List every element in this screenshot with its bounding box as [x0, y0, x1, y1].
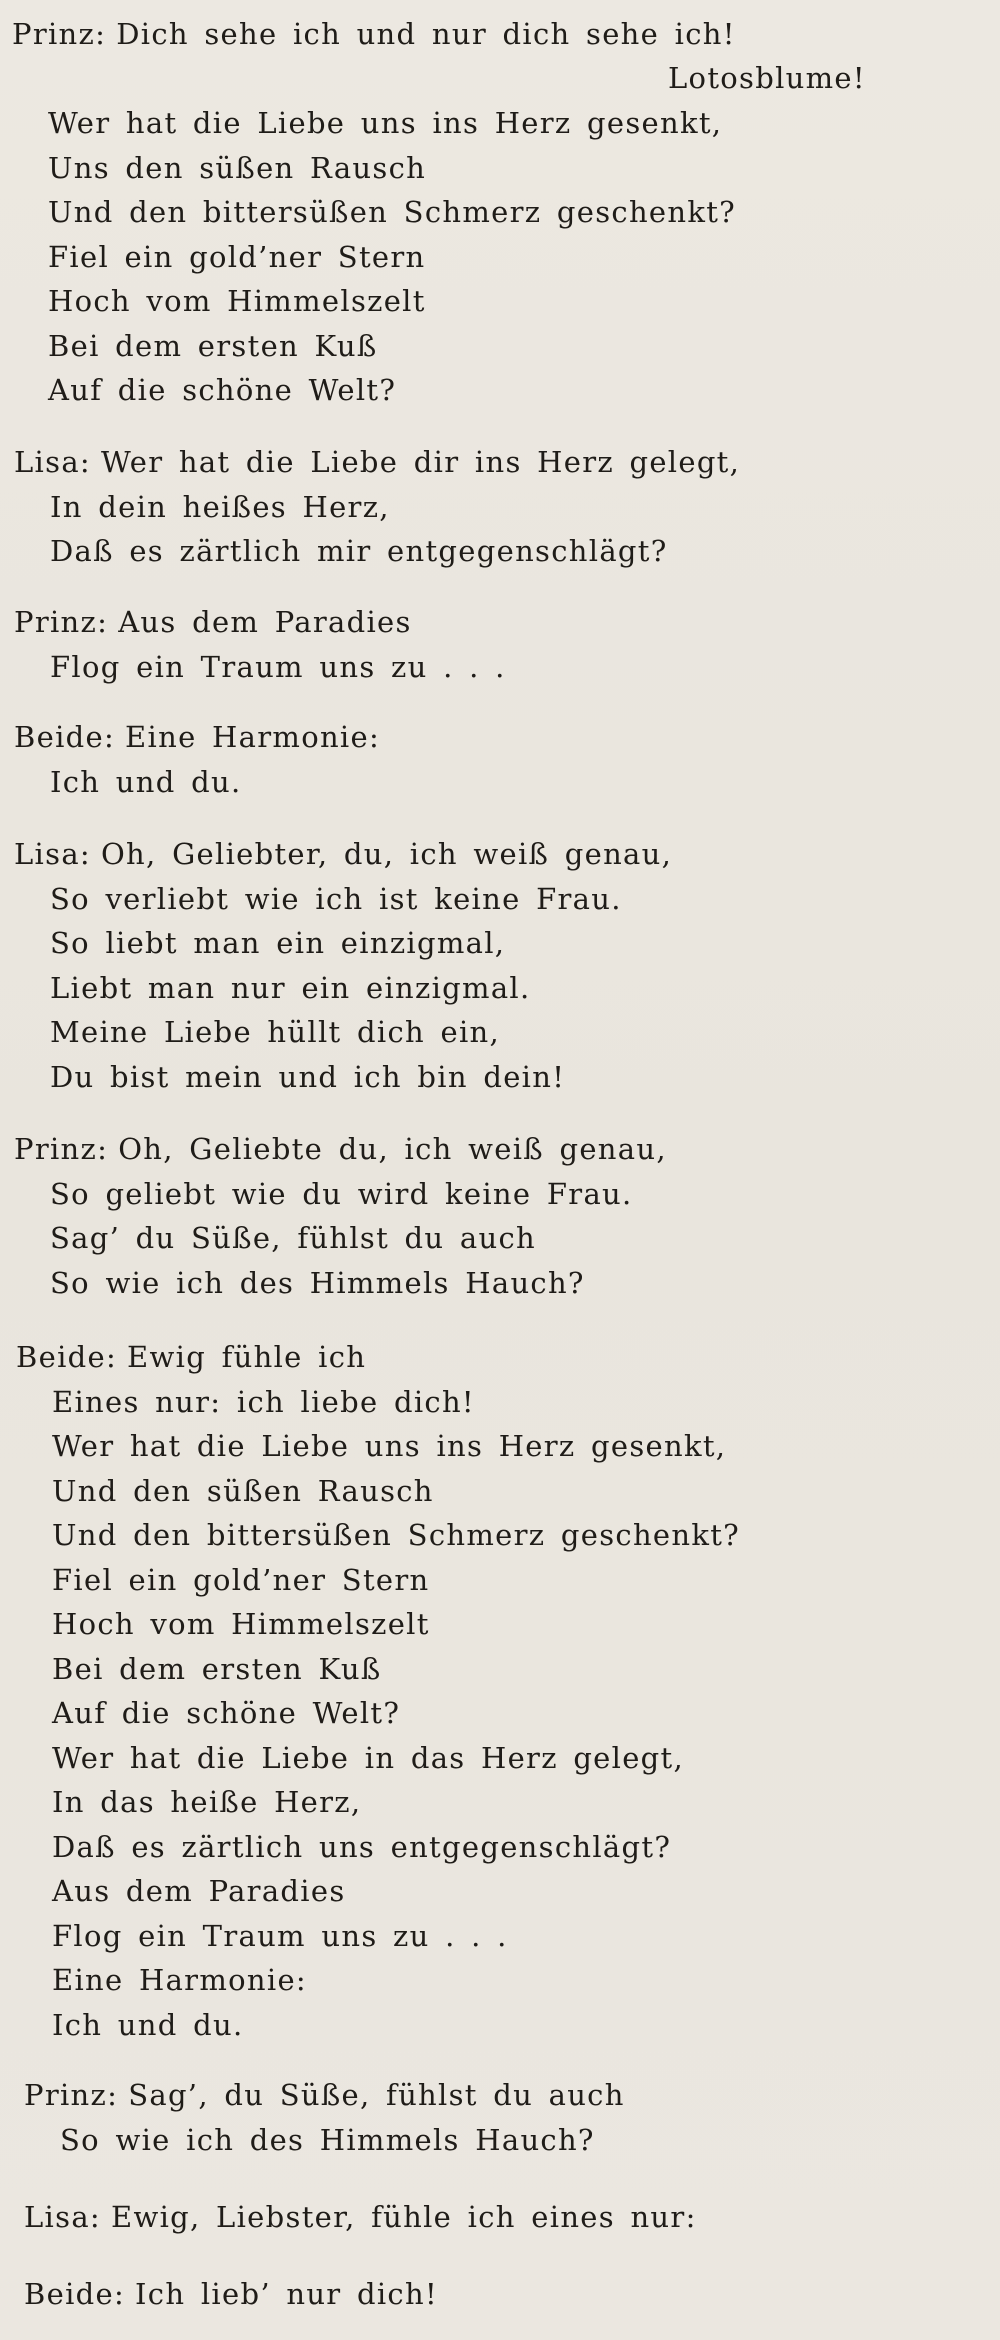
verse-line: Hoch vom Himmelszelt	[48, 284, 426, 318]
stanza-beide-2	[16, 1335, 740, 2047]
stanza-first-line	[24, 2272, 438, 2317]
verse-text: Oh, Geliebte du, ich weiß genau,	[118, 1132, 667, 1166]
speaker-label: Beide:	[24, 2277, 126, 2311]
stanza-prinz-4	[24, 2073, 625, 2162]
verse-line: Und den süßen Rausch	[52, 1473, 434, 1508]
verse-line: So wie ich des Himmels Hauch?	[60, 2122, 595, 2157]
stanza-lisa-1	[14, 440, 740, 574]
verse-line: Daß es zärtlich uns entgegenschlägt?	[52, 1829, 672, 1864]
verse-line: In dein heißes Herz,	[50, 489, 390, 524]
verse-line: Fiel ein gold’ner Stern	[48, 239, 426, 274]
verse-line: In das heiße Herz,	[52, 1785, 362, 1819]
verse-text: Ewig fühle ich	[127, 1340, 367, 1374]
stanza-beide-1	[14, 715, 380, 804]
stanza-first-line	[14, 600, 506, 645]
verse-text: Wer hat die Liebe dir ins Herz gelegt,	[100, 445, 741, 479]
verse-line: Wer hat die Liebe uns ins Herz gesenkt,	[48, 106, 723, 140]
verse-line: Sag’ du Süße, fühlst du auch	[50, 1221, 536, 1255]
speaker-label: Beide:	[16, 1340, 118, 1374]
verse-text: Oh, Geliebter, du, ich weiß genau,	[100, 837, 673, 871]
speaker-label: Prinz:	[14, 1132, 109, 1166]
verse-line: Wer hat die Liebe in das Herz gelegt,	[52, 1740, 685, 1775]
verse-line: Meine Liebe hüllt dich ein,	[50, 1015, 501, 1049]
verse-line: Aus dem Paradies	[52, 1874, 346, 1908]
stanza-first-line	[14, 715, 380, 760]
verse-line: Eines nur: ich liebe dich!	[52, 1384, 475, 1419]
stanza-first-line	[24, 2073, 625, 2118]
verse-line: Flog ein Traum uns zu . . .	[50, 649, 506, 684]
stanza-first-line	[14, 440, 740, 485]
verse-line: Du bist mein und ich bin dein!	[50, 1059, 566, 1094]
verse-line: Bei dem ersten Kuß	[48, 328, 378, 363]
stanza-prinz-1	[12, 12, 736, 413]
verse-line: So liebt man ein einzigmal,	[50, 926, 506, 960]
verse-line: Bei dem ersten Kuß	[52, 1651, 382, 1686]
speaker-label: Prinz:	[24, 2078, 119, 2112]
speaker-label: Beide:	[14, 720, 116, 754]
verse-line: Auf die schöne Welt?	[52, 1696, 401, 1730]
verse-line: So wie ich des Himmels Hauch?	[50, 1265, 585, 1300]
stanza-first-line	[14, 832, 672, 877]
verse-text: Dich sehe ich und nur dich sehe ich!	[116, 17, 736, 51]
stanza-first-line	[12, 12, 736, 57]
verse-text: Ewig, Liebster, fühle ich eines nur:	[110, 2200, 697, 2234]
speaker-label: Prinz:	[12, 17, 107, 51]
stanza-prinz-3	[14, 1127, 667, 1305]
verse-line: Daß es zärtlich mir entgegenschlägt?	[50, 534, 668, 568]
verse-text: Eine Harmonie:	[125, 720, 381, 754]
verse-line: So verliebt wie ich ist keine Frau.	[50, 881, 622, 916]
verse-line-right-aligned: Lotosblume!	[668, 61, 866, 95]
verse-line: Uns den süßen Rausch	[48, 150, 427, 185]
speaker-label: Prinz:	[14, 605, 109, 639]
stanza-first-line	[24, 2195, 697, 2240]
stanza-beide-3	[24, 2272, 438, 2317]
stanza-lisa-3	[24, 2195, 697, 2240]
speaker-label: Lisa:	[24, 2200, 101, 2234]
verse-line: Wer hat die Liebe uns ins Herz gesenkt,	[52, 1429, 727, 1463]
verse-line: Auf die schöne Welt?	[48, 373, 397, 407]
verse-line: Eine Harmonie:	[52, 1963, 307, 1997]
verse-text: Sag’, du Süße, fühlst du auch	[128, 2078, 625, 2112]
stanza-first-line	[16, 1335, 740, 1380]
verse-line: Ich und du.	[50, 764, 242, 799]
verse-line: Flog ein Traum uns zu . . .	[52, 1918, 508, 1953]
verse-text: Ich lieb’ nur dich!	[135, 2277, 438, 2311]
verse-line: Hoch vom Himmelszelt	[52, 1607, 430, 1641]
verse-text: Aus dem Paradies	[118, 605, 412, 639]
verse-line: Und den bittersüßen Schmerz geschenkt?	[48, 195, 737, 229]
stanza-prinz-2	[14, 600, 506, 689]
verse-line: Liebt man nur ein einzigmal.	[50, 970, 531, 1005]
verse-line: So geliebt wie du wird keine Frau.	[50, 1176, 633, 1211]
verse-line: Und den bittersüßen Schmerz geschenkt?	[52, 1518, 741, 1552]
speaker-label: Lisa:	[14, 837, 91, 871]
stanza-first-line	[14, 1127, 667, 1172]
speaker-label: Lisa:	[14, 445, 91, 479]
verse-line: Ich und du.	[52, 2007, 244, 2042]
verse-line: Fiel ein gold’ner Stern	[52, 1562, 430, 1597]
stanza-lisa-2	[14, 832, 672, 1099]
